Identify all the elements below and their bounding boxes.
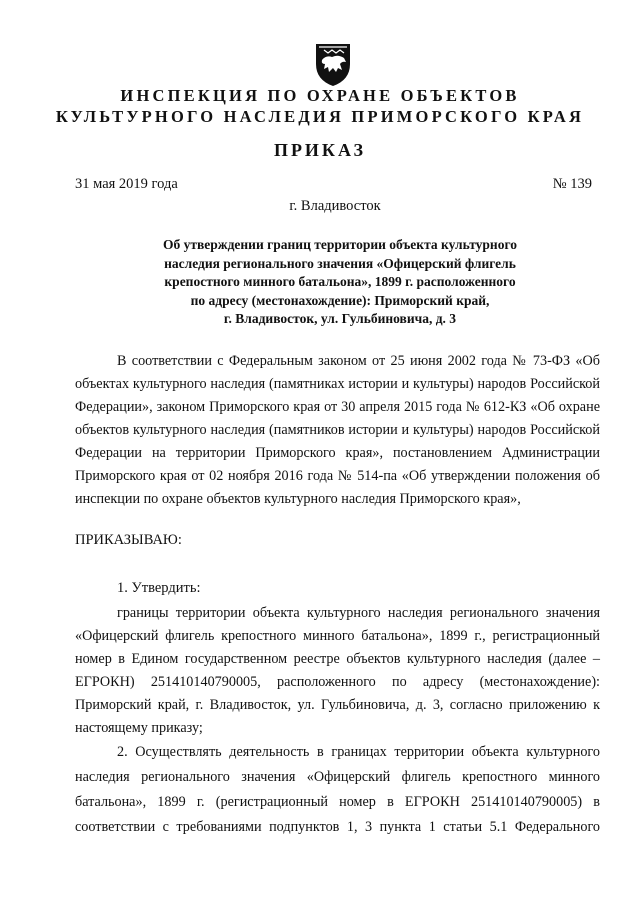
text-line: соответствии с требованиями подпунктов 1, 3 пункта 1 статьи 5.1 Федерального [75,819,600,835]
text-line: батальона», 1899 г. (регистрационный номер в ЕГРОКН 251410140790005) в [75,794,600,810]
preamble-paragraph [75,350,600,511]
text-line: границы территории объекта культурного наследия регионального значения [117,605,600,621]
text-line: объектах культурного наследия (памятниках истории и культуры) народов Российской [75,376,600,392]
subject-line: по адресу (местонахождение): Приморский край, [190,292,490,308]
document-city: г. Владивосток [289,198,381,214]
text-line: 2. Осуществлять деятельность в границах территории объекта культурного [117,744,600,760]
item1-paragraph [75,602,600,740]
document-date: 31 мая 2019 года [75,176,178,192]
subject-line: крепостного минного батальона», 1899 г. расположенного [164,274,516,289]
text-line: Приморский край, г. Владивосток, ул. Гульбиновича, д. 3, согласно приложению к [75,697,600,713]
text-line: настоящему приказу; [75,720,203,736]
text-line: объектов культурного наследия (памятников истории и культуры) народов Российской [75,422,600,438]
subject-line: Об утверждении границ территории объекта культурного [163,237,517,252]
text-line: номер в Едином государственном реестре объектов культурного наследия (далее – [75,651,600,667]
document-number: № 139 [552,176,592,192]
subject-line: наследия регионального значения «Офицерский флигель [164,255,516,271]
text-line: Федерации на территории Приморского края», постановлением Администрации [75,445,600,461]
text-line: Федерации», законом Приморского края от 30 апреля 2015 года № 612-КЗ «Об охране [75,399,600,415]
organization-title-line1: ИНСПЕКЦИЯ ПО ОХРАНЕ ОБЪЕКТОВ [120,86,520,105]
text-line: Приморского края от 02 ноября 2016 года № 514-па «Об утверждении положения об [75,468,600,484]
text-line: инспекции по охране объектов культурного наследия Приморского края», [75,491,521,507]
document-type: ПРИКАЗ [273,140,367,160]
organization-title-line2: КУЛЬТУРНОГО НАСЛЕДИЯ ПРИМОРСКОГО КРАЯ [55,107,585,126]
subject-line: г. Владивосток, ул. Гульбиновича, д. 3 [223,311,457,326]
text-line: ЕГРОКН) 251410140790005, расположенного по адресу (местонахождение): [75,674,600,690]
order-subject [150,236,530,329]
text-line: «Офицерский флигель крепостного минного батальона», 1899 г., регистрационный [75,628,600,644]
text-line: В соответствии с Федеральным законом от 25 июня 2002 года № 73-ФЗ «Об [117,353,600,369]
item2-paragraph [75,740,600,840]
order-keyword: ПРИКАЗЫВАЮ: [75,532,182,548]
primorsky-tiger-coat-of-arms-icon [306,38,360,88]
text-line: наследия регионального значения «Офицерский флигель крепостного минного [75,769,600,785]
item1-heading: 1. Утвердить: [117,580,201,596]
